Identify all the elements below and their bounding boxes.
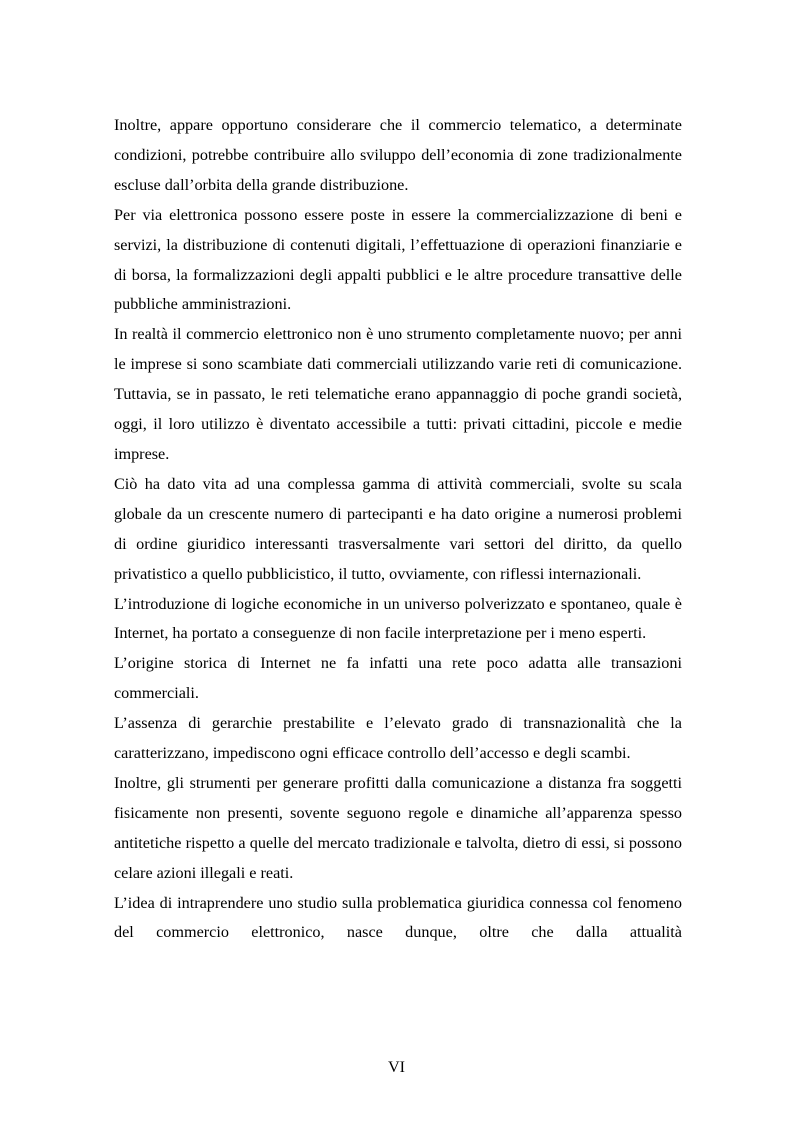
body-text: [114, 111, 682, 948]
paragraph-continued: L’idea di intraprendere uno studio sulla problematica giuridica connessa col fenomeno del commercio elettronico, nasce dunque, oltre che dalla attualità: [114, 893, 682, 942]
paragraph: In realtà il commercio elettronico non è uno strumento completamente nuovo; per anni le imprese si sono scambiate dati commerciali utilizzando varie reti di comunicazione. Tuttavia, se in passato, le reti telematiche erano appannaggio di poche grandi società, oggi, il loro utilizzo è diventato accessibile a tutti: privati cittadini, piccole e medie imprese.: [114, 325, 682, 463]
paragraph: Inoltre, gli strumenti per generare profitti dalla comunicazione a distanza fra soggetti fisicamente non presenti, sovente seguono regole e dinamiche all’apparenza spesso antitetiche rispetto a quelle del mercato tradizionale e talvolta, dietro di essi, si possono celare azioni illegali e reati.: [114, 773, 682, 882]
paragraph: L’origine storica di Internet ne fa infatti una rete poco adatta alle transazioni commerciali.: [114, 654, 682, 703]
paragraph: Per via elettronica possono essere poste in essere la commercializzazione di beni e servizi, la distribuzione di contenuti digitali, l’effettuazione di operazioni finanziarie e di borsa, la formalizzazioni degli appalti pubblici e le altre procedure transattive delle pubbliche amministrazioni.: [114, 205, 682, 314]
paragraph: L’assenza di gerarchie prestabilite e l’elevato grado di transnazionalità che la caratterizzano, impediscono ogni efficace controllo dell’accesso e degli scambi.: [114, 714, 682, 763]
paragraph: Ciò ha dato vita ad una complessa gamma di attività commerciali, svolte su scala globale da un crescente numero di partecipanti e ha dato origine a numerosi problemi di ordine giuridico interessanti trasversalmente vari settori del diritto, da quello privatistico a quello pubblicistico, il tutto, ovviamente, con riflessi internazionali.: [114, 474, 682, 583]
page-number: VI: [387, 1058, 406, 1076]
paragraph: L’introduzione di logiche economiche in un universo polverizzato e spontaneo, quale è Internet, ha portato a conseguenze di non facile interpretazione per i meno esperti.: [114, 594, 682, 643]
paragraph: Inoltre, appare opportuno considerare che il commercio telematico, a determinate condizioni, potrebbe contribuire allo sviluppo dell’economia di zone tradizionalmente escluse dall’orbita della grande distribuzione.: [114, 116, 682, 194]
